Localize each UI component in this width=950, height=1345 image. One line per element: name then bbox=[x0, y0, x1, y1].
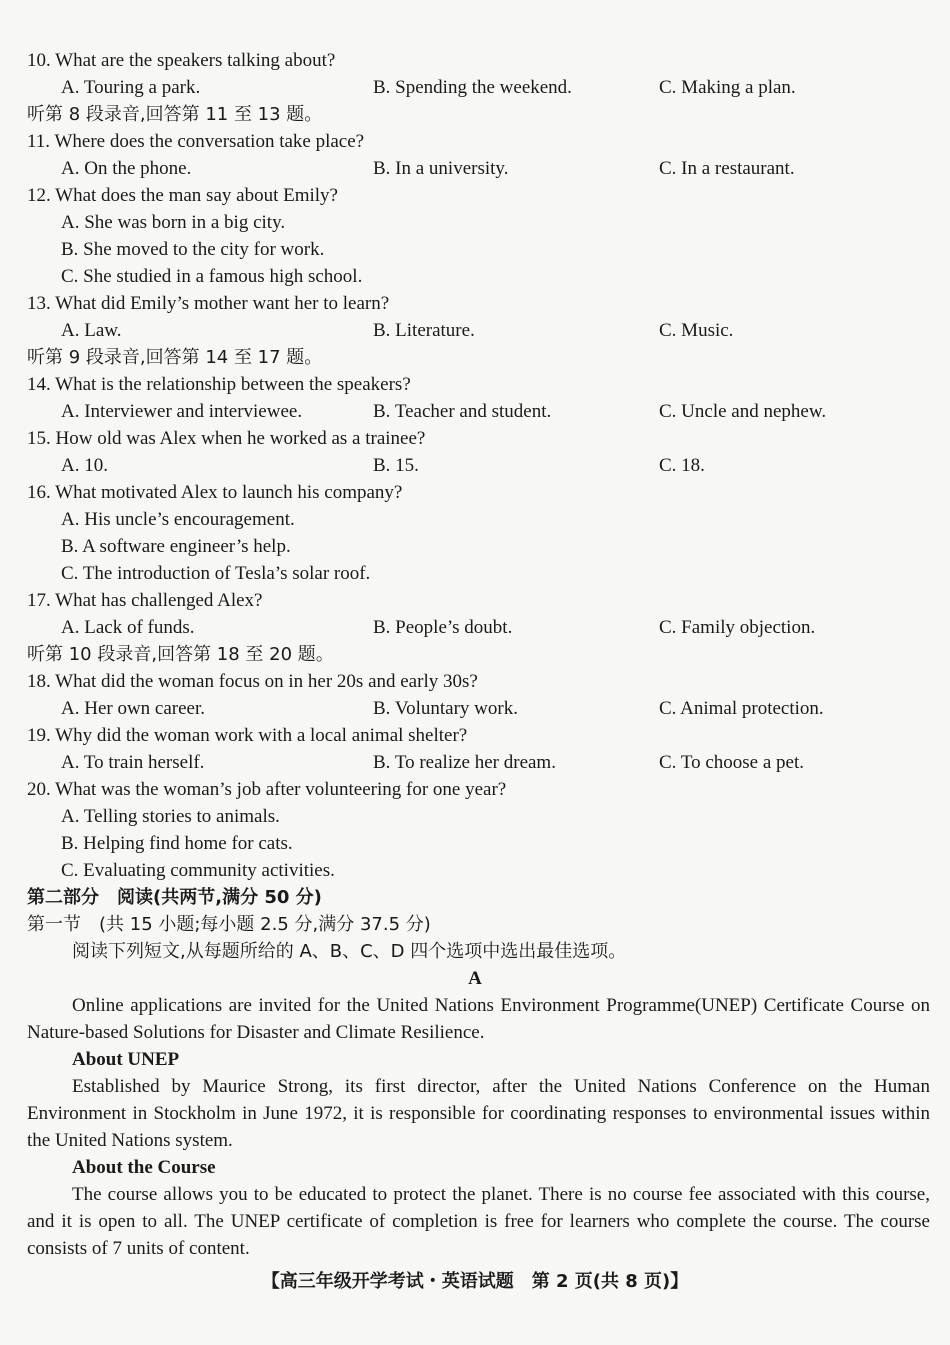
question-11: 11. Where does the conversation take place? bbox=[27, 131, 365, 152]
question-18: 18. What did the woman focus on in her 20s and early 30s? bbox=[27, 671, 478, 692]
option-c: C. Evaluating community activities. bbox=[61, 860, 335, 881]
question-10: 10. What are the speakers talking about? bbox=[27, 50, 336, 71]
option-c: C. Uncle and nephew. bbox=[659, 401, 827, 422]
section-one-heading: 第一节 (共 15 小题;每小题 2.5 分,满分 37.5 分) bbox=[27, 914, 431, 935]
page-footer: 【高三年级开学考试・英语试题 第 2 页(共 8 页)】 bbox=[261, 1271, 689, 1292]
about-unep-paragraph: Established by Maurice Strong, its first director, after the United Nations Conference on the Human Environment in Stockholm in June 1972, it is responsible for coordinating responses to environmental issues within the United Nations system. bbox=[27, 1076, 930, 1151]
options-18 bbox=[0, 695, 950, 722]
option-a: A. Lack of funds. bbox=[61, 617, 195, 638]
option-a: A. His uncle’s encouragement. bbox=[61, 509, 295, 530]
option-c: C. In a restaurant. bbox=[659, 158, 795, 179]
question-20: 20. What was the woman’s job after volunteering for one year? bbox=[27, 779, 507, 800]
option-c: C. Family objection. bbox=[659, 617, 816, 638]
options-10 bbox=[0, 74, 950, 101]
question-15: 15. How old was Alex when he worked as a trainee? bbox=[27, 428, 426, 449]
passage-letter: A bbox=[468, 968, 482, 989]
part-two-heading: 第二部分 阅读(共两节,满分 50 分) bbox=[27, 887, 322, 908]
question-12: 12. What does the man say about Emily? bbox=[27, 185, 338, 206]
reading-instruction: 阅读下列短文,从每题所给的 A、B、C、D 四个选项中选出最佳选项。 bbox=[72, 941, 627, 962]
option-c: C. Making a plan. bbox=[659, 77, 796, 98]
section-8-heading: 听第 8 段录音,回答第 11 至 13 题。 bbox=[27, 104, 323, 125]
option-b: B. A software engineer’s help. bbox=[61, 536, 291, 557]
question-17: 17. What has challenged Alex? bbox=[27, 590, 263, 611]
option-c: C. To choose a pet. bbox=[659, 752, 805, 773]
options-19 bbox=[0, 749, 950, 776]
option-a: A. Touring a park. bbox=[61, 77, 201, 98]
about-unep-heading: About UNEP bbox=[72, 1049, 180, 1070]
option-c: C. Music. bbox=[659, 320, 734, 341]
options-15 bbox=[0, 452, 950, 479]
question-16: 16. What motivated Alex to launch his company? bbox=[27, 482, 403, 503]
option-c: C. She studied in a famous high school. bbox=[61, 266, 363, 287]
option-b: B. Spending the weekend. bbox=[373, 77, 572, 98]
question-14: 14. What is the relationship between the speakers? bbox=[27, 374, 411, 395]
option-a: A. Telling stories to animals. bbox=[61, 806, 280, 827]
passage-intro: Online applications are invited for the United Nations Environment Programme(UNEP) Certificate Course on Nature-based Solutions for Disaster and Climate Resilience. bbox=[27, 995, 930, 1043]
option-a: A. To train herself. bbox=[61, 752, 205, 773]
exam-page bbox=[0, 47, 950, 1262]
option-a: A. Her own career. bbox=[61, 698, 206, 719]
options-14 bbox=[0, 398, 950, 425]
section-10-heading: 听第 10 段录音,回答第 18 至 20 题。 bbox=[27, 644, 334, 665]
option-b: B. People’s doubt. bbox=[373, 617, 513, 638]
option-c: C. The introduction of Tesla’s solar roof. bbox=[61, 563, 371, 584]
section-9-heading: 听第 9 段录音,回答第 14 至 17 题。 bbox=[27, 347, 323, 368]
option-a: A. Law. bbox=[61, 320, 122, 341]
option-a: A. 10. bbox=[61, 455, 108, 476]
option-b: B. To realize her dream. bbox=[373, 752, 556, 773]
option-b: B. In a university. bbox=[373, 158, 509, 179]
option-a: A. She was born in a big city. bbox=[61, 212, 286, 233]
option-b: B. Teacher and student. bbox=[373, 401, 552, 422]
options-11 bbox=[0, 155, 950, 182]
option-a: A. On the phone. bbox=[61, 158, 192, 179]
options-13 bbox=[0, 317, 950, 344]
option-b: B. She moved to the city for work. bbox=[61, 239, 325, 260]
option-b: B. Literature. bbox=[373, 320, 475, 341]
option-b: B. Helping find home for cats. bbox=[61, 833, 293, 854]
about-course-paragraph: The course allows you to be educated to protect the planet. There is no course fee associated with this course, and it is open to all. The UNEP certificate of completion is free for learners who complete the course. The course consists of 7 units of content. bbox=[27, 1184, 930, 1259]
option-b: B. Voluntary work. bbox=[373, 698, 518, 719]
question-13: 13. What did Emily’s mother want her to learn? bbox=[27, 293, 390, 314]
option-c: C. Animal protection. bbox=[659, 698, 824, 719]
about-course-heading: About the Course bbox=[72, 1157, 216, 1178]
options-17 bbox=[0, 614, 950, 641]
option-b: B. 15. bbox=[373, 455, 419, 476]
option-a: A. Interviewer and interviewee. bbox=[61, 401, 303, 422]
option-c: C. 18. bbox=[659, 455, 705, 476]
question-19: 19. Why did the woman work with a local animal shelter? bbox=[27, 725, 468, 746]
